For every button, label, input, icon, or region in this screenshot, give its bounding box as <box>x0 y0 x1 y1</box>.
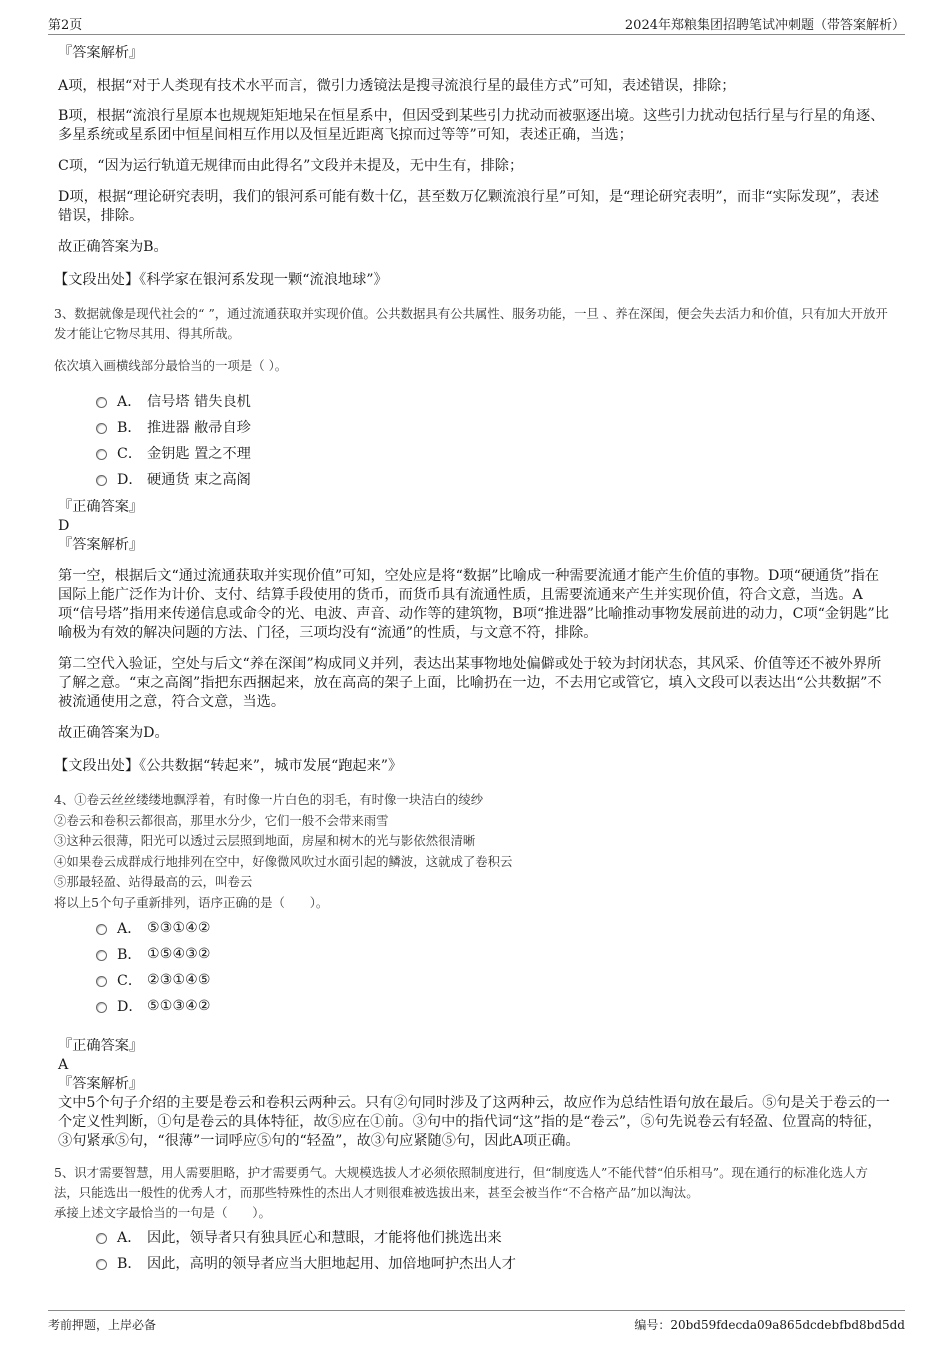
q3-options <box>96 388 892 492</box>
q3-analysis-1: 第一空，根据后文“通过流通获取并实现价值”可知，空处应是将“数据”比喻成一种需要流通才能产生价值的事物。D项“硬通货”指在国际上能广泛作为计价、支付、结算手段使用的货币，而货币具有流通性质，且需要流通来产生并实现价值，符合文意，当选。A项“信号塔”指用来传递信息或命令的光、电波、声音、动作等的建筑物，B项“推进器”比喻推动事物发展前进的动力，C项“金钥匙”比喻极为有效的解决问题的方法、门径，三项均没有“流通”的性质，与文意不符，排除。 <box>58 568 889 641</box>
q4-sentence-5: ⑤那最轻盈、站得最高的云，叫卷云 <box>54 874 253 889</box>
q3-correct-label: 『正确答案』 <box>58 499 144 515</box>
q3-conclusion: 故正确答案为D。 <box>58 725 169 741</box>
q5-option-b[interactable]: B． 因此，高明的领导者应当大胆地起用、加倍地呵护杰出人才 <box>96 1250 892 1276</box>
page-content <box>56 44 892 1282</box>
page-footer <box>48 1310 905 1335</box>
q4-sentence-3: ③这种云很薄，阳光可以透过云层照到地面，房屋和树木的光与影依然很清晰 <box>54 833 476 848</box>
q3-option-b[interactable]: B． 推进器 敝帚自珍 <box>96 414 892 440</box>
q3-source: 【文段出处】《公共数据“转起来”，城市发展“跑起来”》 <box>54 758 403 774</box>
q3-correct-answer: D <box>58 518 70 534</box>
page-header <box>48 12 905 35</box>
q2-conclusion: 故正确答案为B。 <box>58 239 168 255</box>
radio-button-icon[interactable] <box>96 475 107 486</box>
q2-analysis-label: 『答案解析』 <box>58 45 144 61</box>
q4-analysis-label: 『答案解析』 <box>58 1076 144 1092</box>
radio-button-icon[interactable] <box>96 1233 107 1244</box>
radio-button-icon[interactable] <box>96 1259 107 1270</box>
q5-options <box>96 1224 892 1276</box>
q2-analysis-a: A项，根据“对于人类现有技术水平而言，微引力透镜法是搜寻流浪行星的最佳方式”可知，表述错误，排除； <box>58 78 736 94</box>
q4-sentence-2: ②卷云和卷积云都很高，那里水分少，它们一般不会带来雨雪 <box>54 812 389 828</box>
radio-button-icon[interactable] <box>96 924 107 935</box>
q4-correct-label: 『正确答案』 <box>58 1038 144 1054</box>
q3-option-a[interactable]: A． 信号塔 错失良机 <box>96 388 892 414</box>
document-id: 编号：20bd59fdecda09a865dcdebfbd8bd5dd <box>634 1318 905 1332</box>
q4-correct-answer: A <box>58 1057 69 1073</box>
q2-analysis-d: D项，根据“理论研究表明，我们的银河系可能有数十亿，甚至数万亿颗流浪行星”可知，是“理论研究表明”，而非“实际发现”，表述错误，排除。 <box>58 189 880 224</box>
radio-button-icon[interactable] <box>96 1002 107 1013</box>
q5-instruction: 承接上述文字最恰当的一句是（ ）。 <box>54 1205 271 1220</box>
radio-button-icon[interactable] <box>96 449 107 460</box>
radio-button-icon[interactable] <box>96 397 107 408</box>
q4-options <box>96 915 892 1019</box>
document-title: 2024年郑粮集团招聘笔试冲刺题（带答案解析） <box>624 18 905 33</box>
q4-option-c[interactable]: C． ②③①④⑤ <box>96 967 892 993</box>
q4-instruction: 将以上5个句子重新排列，语序正确的是（ ）。 <box>54 894 329 910</box>
radio-button-icon[interactable] <box>96 423 107 434</box>
q3-analysis-2: 第二空代入验证，空处与后文“养在深闺”构成同义并列，表达出某事物地处偏僻或处于较为封闭状态，其风采、价值等还不被外界所了解之意。“束之高阁”指把东西捆起来，放在高高的架子上面，比喻扔在一边，不去用它或管它，填入文段可以表达出“公共数据”不被流通使用之意，符合文意，当选。 <box>58 656 882 710</box>
q2-analysis-c: C项，“因为运行轨道无规律而由此得名”文段并未提及，无中生有，排除； <box>58 158 524 174</box>
q5-stem: 5、识才需要智慧，用人需要胆略，护才需要勇气。大规模选拔人才必须依照制度进行，但“制度选人”不能代替“伯乐相马”。现在通行的标准化选人方法，只能选出一般性的优秀人才，而那些特殊性的杰出人才则很难被选拔出来，甚至会被当作“不合格产品”加以淘汰。 <box>54 1165 868 1200</box>
radio-button-icon[interactable] <box>96 950 107 961</box>
q4-analysis: 文中5个句子介绍的主要是卷云和卷积云两种云。只有②句同时涉及了这两种云，故应作为总结性语句放在最后。⑤句是关于卷云的一个定义性判断，①句是卷云的具体特征，故⑤应在①前。③句中的指代词“这”指的是“卷云”，⑤句先说卷云有轻盈、位置高的特征，③句紧承⑤句，“很薄”一词呼应⑤句的“轻盈”，故③句应紧随⑤句，因此A项正确。 <box>58 1095 890 1149</box>
page-number: 第2页 <box>48 18 83 33</box>
q3-option-c[interactable]: C． 金钥匙 置之不理 <box>96 440 892 466</box>
footer-slogan: 考前押题，上岸必备 <box>48 1318 157 1332</box>
q4-sentence-4: ④如果卷云成群成行地排列在空中，好像微风吹过水面引起的鳞波，这就成了卷积云 <box>54 853 513 869</box>
q5-option-a[interactable]: A． 因此，领导者只有独具匠心和慧眼，才能将他们挑选出来 <box>96 1224 892 1250</box>
q3-option-d[interactable]: D． 硬通货 束之高阁 <box>96 466 892 492</box>
q4-option-b[interactable]: B． ①⑤④③② <box>96 941 892 967</box>
q3-analysis-label: 『答案解析』 <box>58 537 144 553</box>
q4-sentence-1: 4、①卷云丝丝缕缕地飘浮着，有时像一片白色的羽毛，有时像一块洁白的绫纱 <box>54 792 484 807</box>
radio-button-icon[interactable] <box>96 976 107 987</box>
q4-option-a[interactable]: A． ⑤③①④② <box>96 915 892 941</box>
q4-option-d[interactable]: D． ⑤①③④② <box>96 993 892 1019</box>
q3-stem: 3、数据就像是现代社会的“ ”，通过流通获取并实现价值。公共数据具有公共属性、服务功能，一旦 、养在深闺，便会失去活力和价值，只有加大开放开发才能让它物尽其用、得其所哉。 <box>54 306 888 341</box>
q2-analysis-b: B项，根据“流浪行星原本也规规矩矩地呆在恒星系中，但因受到某些引力扰动而被驱逐出境。这些引力扰动包括行星与行星的角逐、多星系统或星系团中恒星间相互作用以及恒星近距离飞掠而过等等”可知，表述正确，当选； <box>58 108 885 143</box>
q2-source: 【文段出处】《科学家在银河系发现一颗“流浪地球”》 <box>54 272 388 288</box>
q3-instruction: 依次填入画横线部分最恰当的一项是（ ）。 <box>54 358 288 373</box>
